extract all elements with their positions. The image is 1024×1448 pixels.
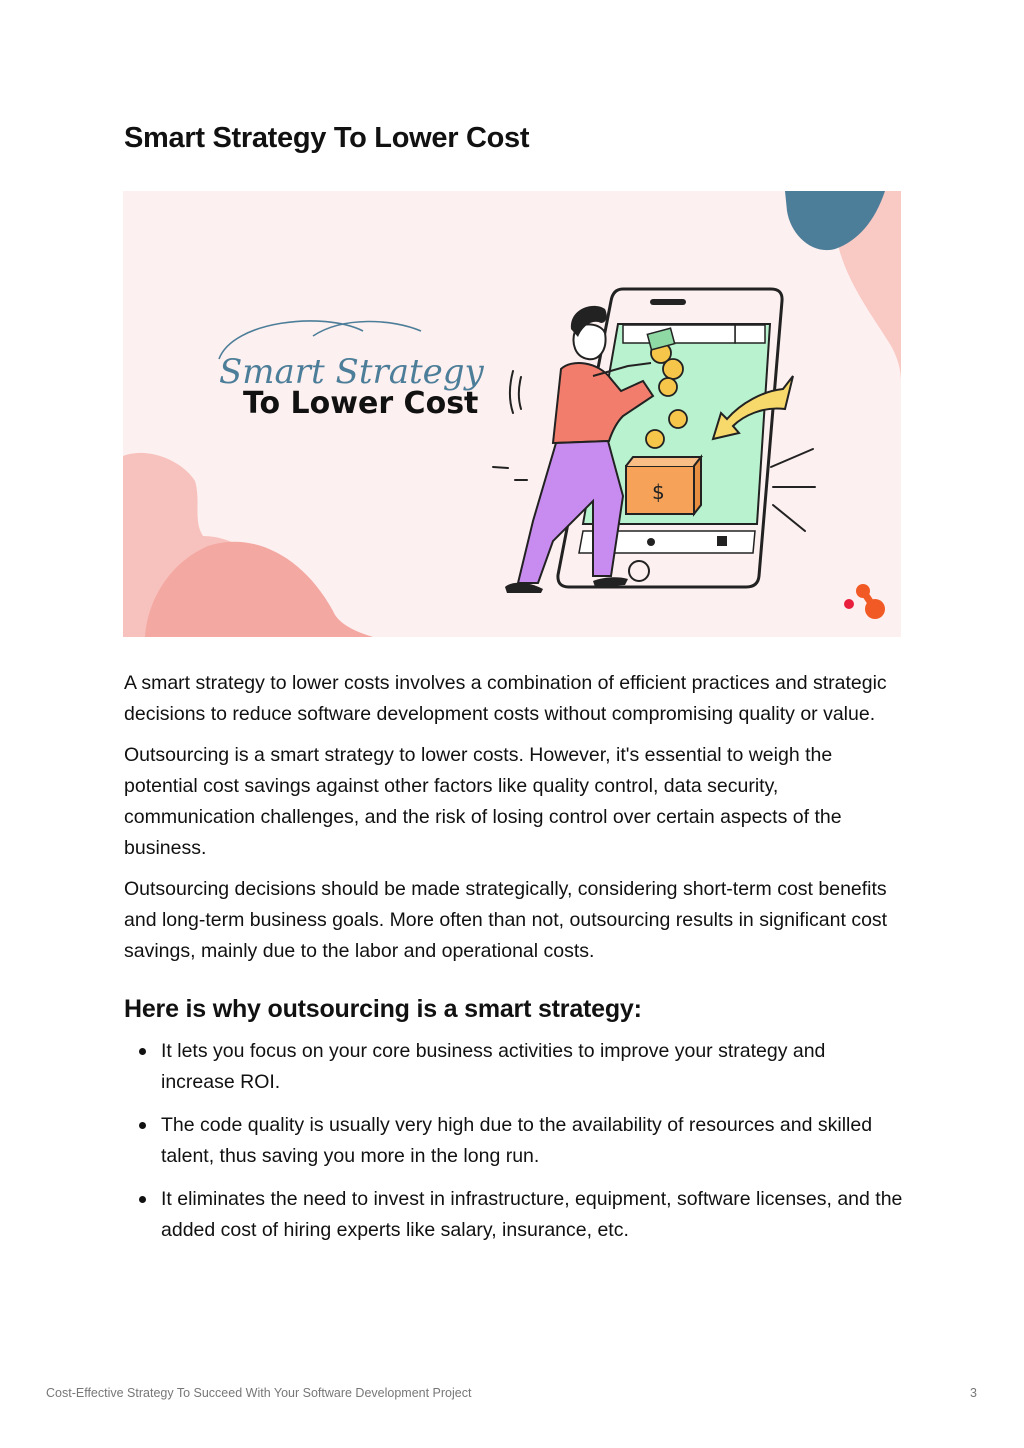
paragraph: Outsourcing is a smart strategy to lower costs. However, it's essential to weigh the potential cost savings against other factors like quality control, data security, communication challenges, and the risk of losing control over certain aspects of the business. xyxy=(124,744,842,859)
section-subheading: Here is why outsourcing is a smart strategy: xyxy=(124,995,642,1023)
footer-document-title: Cost-Effective Strategy To Succeed With Your Software Development Project xyxy=(46,1386,472,1400)
hero-script-text: Smart Strategy xyxy=(219,352,484,392)
main-content xyxy=(124,668,904,1258)
list-item xyxy=(161,1184,904,1246)
bullet-icon xyxy=(139,1196,146,1203)
list-item-text: It eliminates the need to invest in infrastructure, equipment, software licenses, and the added cost of hiring experts like salary, insurance, etc. xyxy=(161,1188,903,1241)
list-item-text: It lets you focus on your core business activities to improve your strategy and increase ROI. xyxy=(161,1040,826,1093)
list-item xyxy=(161,1110,904,1172)
box-currency-symbol: $ xyxy=(652,480,665,504)
benefits-list xyxy=(124,1036,904,1246)
list-item-text: The code quality is usually very high due to the availability of resources and skilled talent, thus saving you more in the long run. xyxy=(161,1114,873,1167)
footer-page-number: 3 xyxy=(970,1386,977,1400)
page-title: Smart Strategy To Lower Cost xyxy=(124,122,530,154)
bullet-icon xyxy=(139,1048,146,1055)
dollar-box-graphic xyxy=(626,457,701,514)
paragraph: Outsourcing decisions should be made strategically, considering short-term cost benefits and long-term business goals. More often than not, outsourcing results in significant cost savings, mainly due to the labor and operational costs. xyxy=(124,878,888,962)
brand-logo xyxy=(844,584,885,619)
paragraph: A smart strategy to lower costs involves a combination of efficient practices and strategic decisions to reduce software development costs without compromising quality or value. xyxy=(124,672,887,725)
bullet-icon xyxy=(139,1122,146,1129)
hero-illustration xyxy=(123,191,901,637)
list-item xyxy=(161,1036,904,1098)
hero-bold-text: To Lower Cost xyxy=(243,386,479,421)
